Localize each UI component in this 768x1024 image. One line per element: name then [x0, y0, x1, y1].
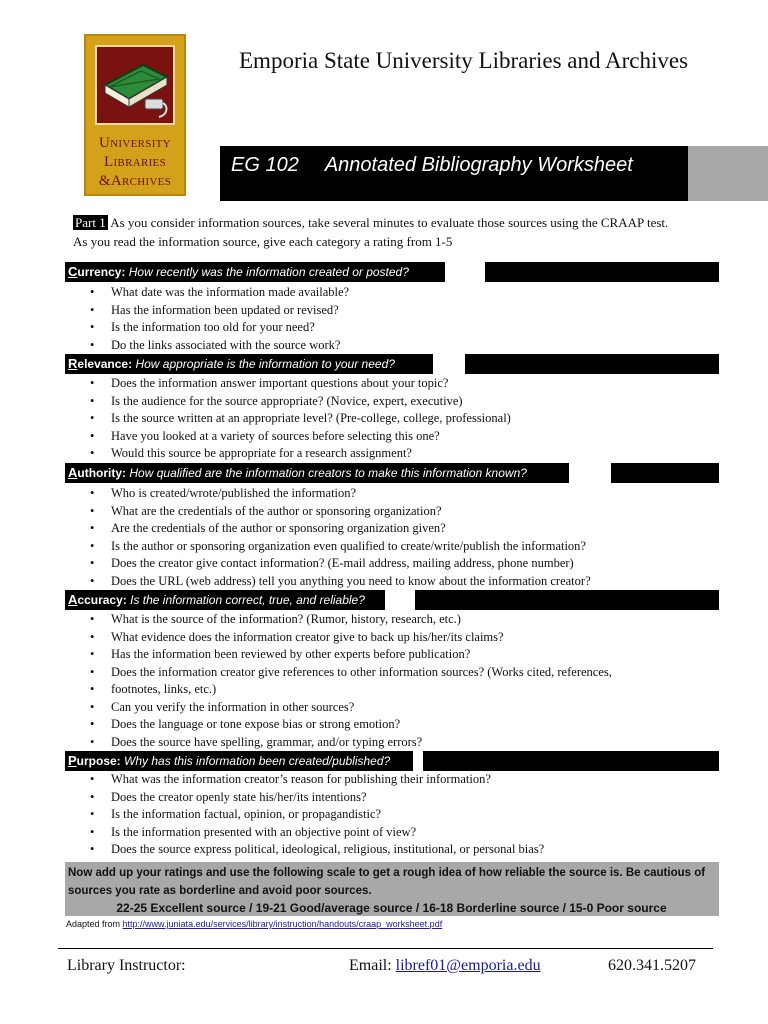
list-item: • Is the source written at an appropriate level? (Pre-college, college, professional) — [90, 410, 511, 428]
rating-gap — [433, 354, 465, 374]
logo-line: University — [99, 135, 171, 151]
list-item: • Is the information presented with an objective point of view? — [90, 824, 544, 842]
rating-summary-box — [65, 862, 719, 916]
attribution-prefix: Adapted from — [66, 919, 123, 929]
accuracy-header — [65, 590, 719, 610]
list-item: • Who is created/wrote/published the information? — [90, 485, 591, 503]
list-item: • What was the information creator’s reason for publishing their information? — [90, 771, 544, 789]
list-item: • Would this source be appropriate for a research assignment? — [90, 445, 511, 463]
phone-number: 620.341.5207 — [608, 957, 696, 974]
accuracy-questions — [90, 611, 612, 751]
course-code: EG 102 — [231, 154, 299, 176]
relevance-header — [65, 354, 719, 374]
list-item: • Does the creator give contact information? (E-mail address, mailing address, phone number) — [90, 555, 591, 573]
section-name: urrency: — [77, 265, 126, 279]
rating-gap — [413, 751, 423, 771]
rating-gap — [445, 262, 485, 282]
logo-text — [86, 134, 184, 191]
list-item: • Have you looked at a variety of sources before selecting this one? — [90, 428, 511, 446]
title-bar-accent — [688, 146, 768, 201]
section-question: How recently was the information created or posted? — [128, 265, 409, 279]
instructions-line: As you read the information source, give each category a rating from 1-5 — [73, 234, 453, 249]
part-label: Part 1 — [75, 215, 106, 230]
purpose-questions — [90, 771, 544, 859]
logo-line: &Archives — [98, 173, 172, 189]
section-name: ccuracy: — [77, 593, 127, 607]
list-item: • Can you verify the information in other sources? — [90, 699, 612, 717]
list-item: • What evidence does the information creator give to back up his/her/its claims? — [90, 629, 612, 647]
library-instructor-label: Library Instructor: — [67, 957, 186, 974]
page-title: Emporia State University Libraries and Archives — [239, 48, 689, 73]
purpose-header — [65, 751, 719, 771]
section-initial: P — [68, 753, 77, 768]
list-item: • Is the audience for the source appropriate? (Novice, expert, executive) — [90, 393, 511, 411]
list-item: • Are the credentials of the author or sponsoring organization given? — [90, 520, 591, 538]
list-item: • Is the information factual, opinion, or propagandistic? — [90, 806, 544, 824]
list-item-continued: • footnotes, links, etc.) — [90, 681, 612, 699]
footer-divider — [58, 948, 713, 949]
list-item: • Does the source express political, ideological, religious, institutional, or personal bias? — [90, 841, 544, 859]
logo-line: Libraries — [104, 154, 166, 170]
currency-questions — [90, 284, 349, 354]
email-link[interactable]: libref01@emporia.edu — [395, 957, 541, 974]
list-item: • Does the creator openly state his/her/its intentions? — [90, 789, 544, 807]
section-name: urpose: — [76, 754, 121, 768]
list-item: • Is the author or sponsoring organization even qualified to create/write/publish the information? — [90, 538, 591, 556]
section-question: Is the information correct, true, and reliable? — [130, 593, 365, 607]
rating-scale: 22-25 Excellent source / 19-21 Good/average source / 16-18 Borderline source / 15-0 Poor source — [116, 901, 667, 915]
section-name: elevance: — [77, 357, 133, 371]
list-item: • What are the credentials of the author or sponsoring organization? — [90, 503, 591, 521]
list-item: • Does the URL (web address) tell you anything you need to know about the information creator? — [90, 573, 591, 591]
section-initial: A — [68, 465, 78, 480]
authority-header — [65, 463, 719, 483]
section-initial: R — [68, 356, 78, 371]
section-question: Why has this information been created/published? — [124, 754, 391, 768]
section-name: uthority: — [77, 466, 127, 480]
summary-text: Now add up your ratings and use the following scale to get a rough idea of how reliable the source is. Be cautious of sources you rate as borderline and avoid poor sources. — [68, 867, 706, 897]
book-logo-icon — [95, 45, 175, 125]
attribution — [66, 919, 442, 929]
relevance-questions — [90, 375, 511, 463]
list-item: • Does the language or tone expose bias or strong emotion? — [90, 716, 612, 734]
section-question: How qualified are the information creators to make this information known? — [129, 466, 527, 480]
source-link[interactable]: http://www.juniata.edu/services/library/instruction/handouts/craap_worksheet.pdf — [122, 919, 443, 929]
university-libraries-logo — [84, 34, 186, 196]
rating-gap — [385, 590, 415, 610]
section-initial: A — [68, 592, 78, 607]
authority-questions — [90, 485, 591, 590]
list-item: • Has the information been reviewed by other experts before publication? — [90, 646, 612, 664]
list-item: • Is the information too old for your need? — [90, 319, 349, 337]
section-question: How appropriate is the information to your need? — [135, 357, 395, 371]
list-item: • Does the source have spelling, grammar, and/or typing errors? — [90, 734, 612, 752]
currency-header — [65, 262, 719, 282]
instructions-line: As you consider information sources, take several minutes to evaluate those sources using the CRAAP test. — [107, 215, 669, 230]
email-label: Email: — [349, 957, 396, 974]
rating-gap — [569, 463, 611, 483]
list-item: • Do the links associated with the source work? — [90, 337, 349, 355]
email-contact — [349, 957, 541, 975]
list-item: • Does the information creator give references to other information sources? (Works cited, references, — [90, 664, 612, 682]
instructions — [73, 213, 668, 251]
list-item: • What is the source of the information? (Rumor, history, research, etc.) — [90, 611, 612, 629]
worksheet-title: Annotated Bibliography Worksheet — [324, 154, 633, 176]
list-item: • Has the information been updated or revised? — [90, 302, 349, 320]
list-item: • Does the information answer important questions about your topic? — [90, 375, 511, 393]
list-item: • What date was the information made available? — [90, 284, 349, 302]
section-initial: C — [68, 264, 78, 279]
worksheet-title-bar — [220, 146, 688, 201]
